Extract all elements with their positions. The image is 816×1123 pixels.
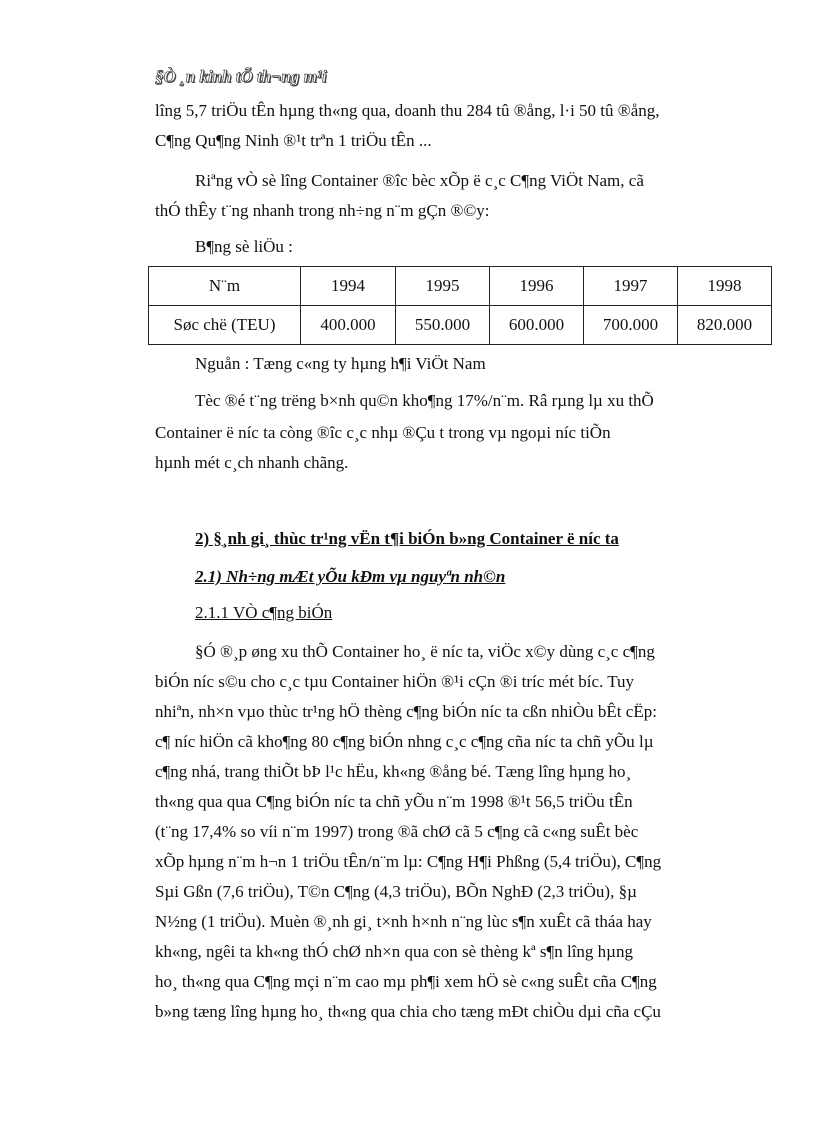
intro-line-4: thÓ thÊy t¨ng nhanh trong nh÷ng n¨m gÇn ®©y: [155,201,490,220]
body-line: ho¸ th«ng qua C¶ng mçi n¨m cao mµ ph¶i xem hÖ sè c«ng suÊt cña C¶ng [155,972,657,991]
body-line: §Ó ®¸p øng xu thÕ Container ho¸ ë níc ta, viÖc x©y dùng c¸c c¶ng [195,642,655,661]
section-2-1-1-heading: 2.1.1 VÒ c¶ng biÓn [195,603,333,622]
body-line: nhiªn, nh×n vµo thùc tr¹ng hÖ thèng c¶ng biÓn níc ta cßn nhiÒu bÊt cËp: [155,702,657,721]
body-line: c¶ng nhá, trang thiÕt bÞ l¹c hËu, kh«ng ®ång bé. Tæng lîng hµng ho¸ [155,762,632,781]
intro-line-3: Riªng vÒ sè lîng Container ®îc bèc xÕp ë c¸c C¶ng ViÖt Nam, cã [195,171,644,190]
intro-line-1: lîng 5,7 triÖu tÊn hµng th«ng qua, doanh thu 284 tû ®ång, l·i 50 tû ®ång, [155,101,660,120]
growth-line-1: Tèc ®é t¨ng trëng b×nh qu©n kho¶ng 17%/n¨m. Râ rµng lµ xu thÕ [195,391,654,410]
table-row [149,267,772,306]
table-cell: Søc chë (TEU) [149,306,301,345]
body-line: b»ng tæng lîng hµng ho¸ th«ng qua chia cho tæng mÐt chiÒu dµi cña cÇu [155,1002,661,1021]
body-line: Sµi Gßn (7,6 triÖu), T©n C¶ng (4,3 triÖu), BÕn NghÐ (2,3 triÖu), §µ [155,882,637,901]
table-cell: 1994 [301,267,396,306]
body-line: kh«ng, ngêi ta kh«ng thÓ chØ nh×n qua con sè thèng kª s¶n lîng hµng [155,942,633,961]
table-cell: 550.000 [396,306,490,345]
table-cell: 1995 [396,267,490,306]
section-2-heading: 2) §¸nh gi¸ thùc tr¹ng vËn t¶i biÓn b»ng Container ë níc ta [195,529,619,548]
body-line: biÓn níc s©u cho c¸c tµu Container hiÖn ®¹i cÇn ®i tríc mét bíc. Tuy [155,672,635,691]
body-line: c¶ níc hiÖn cã kho¶ng 80 c¶ng biÓn nhng c¸c c¶ng cña níc ta chñ yÕu lµ [155,732,654,751]
table-cell: N¨m [149,267,301,306]
body-line: N½ng (1 triÖu). Muèn ®¸nh gi¸ t×nh h×nh n¨ng lùc s¶n xuÊt cã tháa hay [155,912,652,931]
table-cell: 700.000 [584,306,678,345]
section-2-1-heading: 2.1) Nh÷ng mÆt yÕu kÐm vµ nguyªn nh©n [195,567,506,586]
intro-line-2: C¶ng Qu¶ng Ninh ®¹t trªn 1 triÖu tÊn ... [155,131,432,150]
table-caption: B¶ng sè liÖu : [195,237,293,256]
growth-line-2: Container ë níc ta còng ®îc c¸c nhµ ®Çu t trong vµ ngoµi níc tiÕn [155,423,611,442]
table-cell: 600.000 [490,306,584,345]
container-volume-table [148,266,772,345]
table-row [149,306,772,345]
table-cell: 1998 [678,267,772,306]
body-line: (t¨ng 17,4% so víi n¨m 1997) trong ®ã chØ cã 5 c¶ng cã c«ng suÊt bèc [155,822,639,841]
table-cell: 1997 [584,267,678,306]
table-cell: 400.000 [301,306,396,345]
table-cell: 1996 [490,267,584,306]
body-line: xÕp hµng n¨m h¬n 1 triÖu tÊn/n¨m lµ: C¶ng H¶i Phßng (5,4 triÖu), C¶ng [155,852,662,871]
growth-line-3: hµnh mét c¸ch nhanh chãng. [155,453,349,472]
table-source: Nguån : Tæng c«ng ty hµng h¶i ViÖt Nam [195,354,486,373]
page-header: §Ò ¸n kinh tÕ th¬ng m¹i [155,67,327,86]
body-line: th«ng qua qua C¶ng biÓn níc ta chñ yÕu n¨m 1998 ®¹t 56,5 triÖu tÊn [155,792,633,811]
table-cell: 820.000 [678,306,772,345]
